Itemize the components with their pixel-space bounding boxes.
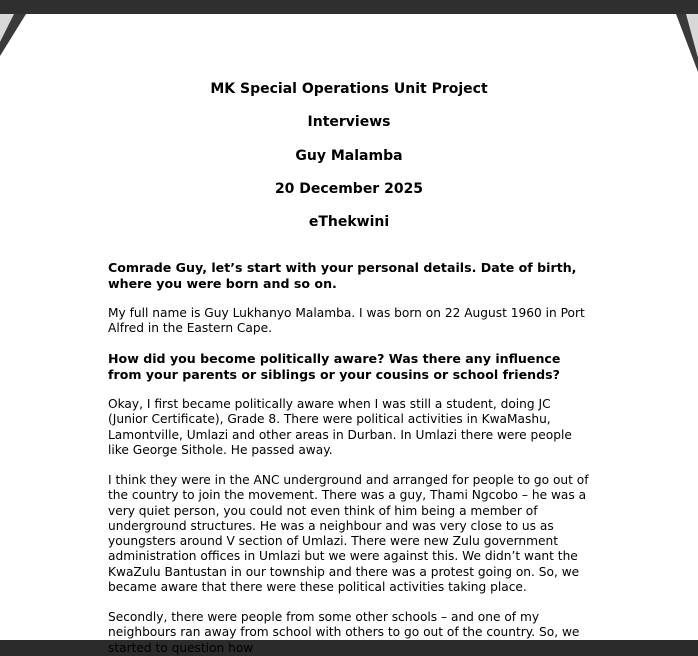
document-title: MK Special Operations Unit Project [210, 81, 488, 97]
interview-question: How did you become politically aware? Was there any influence from your parents or siblings or your cousins or school friends? [108, 351, 561, 382]
interview-location: eThekwini [308, 214, 390, 230]
page-corner-fold-left-highlight [0, 14, 14, 42]
interview-date: 20 December 2025 [274, 181, 424, 197]
interviewee-name: Guy Malamba [295, 148, 403, 164]
interview-answer: My full name is Guy Lukhanyo Malamba. I was born on 22 August 1960 in Port Alfred in the Eastern Cape. [108, 306, 585, 336]
page-corner-fold-right-highlight [686, 14, 698, 58]
interview-answer: Okay, I first became politically aware when I was still a student, doing JC (Junior Certificate), Grade 8. There were political activities in KwaMashu, Lamontville, Umlazi and other areas in Durban. In Umlazi there were people like George Sithole. He passed away. [108, 397, 572, 457]
document-page [0, 14, 698, 655]
interview-question: Comrade Guy, let’s start with your personal details. Date of birth, where you were born and so on. [108, 260, 577, 291]
document-subtitle: Interviews [307, 114, 391, 130]
interview-answer: Secondly, there were people from some other schools – and one of my neighbours ran away from school with others to go out of the country. So, we started to question how [108, 610, 580, 655]
viewer-top-bar [0, 0, 698, 14]
interview-answer: I think they were in the ANC underground and arranged for people to go out of the country to join the movement. There was a guy, Thami Ngcobo – he was a very quiet person, you could not even think of him being a member of underground structures. He was a neighbour and was very close to us as youngsters around V section of Umlazi. There were new Zulu government administration offices in Umlazi but we were against this. We didn’t want the KwaZulu Bantustan in our township and there was a protest going on. So, we became aware that there were these political activities taking place. [108, 473, 589, 595]
